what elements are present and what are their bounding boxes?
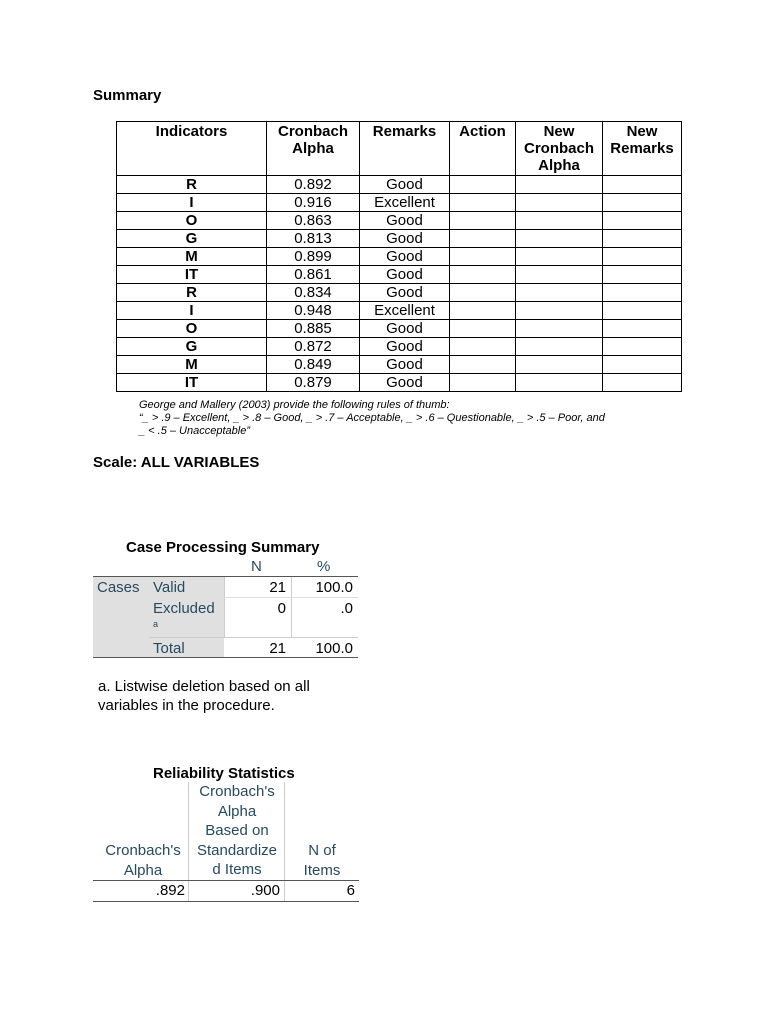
new-remark-cell xyxy=(603,194,682,212)
total-pct: 100.0 xyxy=(315,640,353,657)
summary-table xyxy=(116,121,682,392)
remark-cell: Good xyxy=(360,266,450,284)
new-remark-cell xyxy=(603,230,682,248)
indicator-cell: I xyxy=(117,194,267,212)
new-alpha-cell xyxy=(516,320,603,338)
header-new-cronbach-alpha: New Cronbach Alpha xyxy=(516,122,603,176)
remark-cell: Good xyxy=(360,356,450,374)
total-n: 21 xyxy=(269,640,286,657)
case-processing-title: Case Processing Summary xyxy=(126,539,320,556)
action-cell xyxy=(450,266,516,284)
bottom-rule xyxy=(93,657,358,658)
new-alpha-cell xyxy=(516,374,603,392)
divider-h1 xyxy=(224,597,358,598)
alpha-cell: 0.834 xyxy=(267,284,360,302)
valid-label: Valid xyxy=(153,579,186,596)
action-cell xyxy=(450,284,516,302)
reliability-table xyxy=(93,782,359,902)
new-alpha-cell xyxy=(516,176,603,194)
case-processing-footnote: a. Listwise deletion based on all variables in the procedure. xyxy=(98,678,310,714)
new-remark-cell xyxy=(603,320,682,338)
excluded-n: 0 xyxy=(277,600,286,617)
new-remark-cell xyxy=(603,266,682,284)
table-row xyxy=(117,320,682,338)
n-items-value: 6 xyxy=(346,882,355,899)
indicator-cell: IT xyxy=(117,266,267,284)
table-row xyxy=(117,302,682,320)
cases-label: Cases xyxy=(97,579,140,596)
col-n-header: N xyxy=(251,558,262,575)
valid-pct: 100.0 xyxy=(315,579,353,596)
remark-cell: Good xyxy=(360,320,450,338)
alpha-cell: 0.892 xyxy=(267,176,360,194)
new-alpha-cell xyxy=(516,230,603,248)
new-remark-cell xyxy=(603,284,682,302)
table-row xyxy=(117,338,682,356)
indicator-cell: O xyxy=(117,212,267,230)
rules-of-thumb-note xyxy=(139,399,659,438)
table-row xyxy=(117,266,682,284)
indicator-cell: M xyxy=(117,248,267,266)
indicator-cell: R xyxy=(117,284,267,302)
alpha-cell: 0.948 xyxy=(267,302,360,320)
new-remark-cell xyxy=(603,338,682,356)
indicator-cell: IT xyxy=(117,374,267,392)
alpha-cell: 0.813 xyxy=(267,230,360,248)
action-cell xyxy=(450,248,516,266)
header-new-remarks: New Remarks xyxy=(603,122,682,176)
summary-heading: Summary xyxy=(93,87,162,104)
new-remark-cell xyxy=(603,356,682,374)
indicator-cell: O xyxy=(117,320,267,338)
action-cell xyxy=(450,212,516,230)
bottom-rule xyxy=(93,901,359,902)
header-cronbach-alpha: Cronbach Alpha xyxy=(267,122,360,176)
alpha-cell: 0.861 xyxy=(267,266,360,284)
table-row xyxy=(117,248,682,266)
action-cell xyxy=(450,230,516,248)
total-label: Total xyxy=(153,640,185,657)
note-line-3: _ < .5 – Unacceptable” xyxy=(139,425,250,437)
remark-cell: Good xyxy=(360,212,450,230)
indicator-cell: M xyxy=(117,356,267,374)
new-alpha-cell xyxy=(516,266,603,284)
header-rule xyxy=(93,880,359,881)
new-alpha-cell xyxy=(516,338,603,356)
new-remark-cell xyxy=(603,374,682,392)
remark-cell: Good xyxy=(360,230,450,248)
table-row xyxy=(117,230,682,248)
excluded-pct: .0 xyxy=(340,600,353,617)
note-line-1: George and Mallery (2003) provide the following rules of thumb: xyxy=(139,399,450,411)
action-cell xyxy=(450,356,516,374)
new-remark-cell xyxy=(603,176,682,194)
new-alpha-cell xyxy=(516,356,603,374)
action-cell xyxy=(450,194,516,212)
table-row xyxy=(117,194,682,212)
indicator-cell: G xyxy=(117,230,267,248)
valid-n: 21 xyxy=(269,579,286,596)
table-row xyxy=(117,284,682,302)
col-n-items-header: N of Items xyxy=(303,842,341,879)
divider-v2 xyxy=(291,577,292,637)
divider-h2 xyxy=(149,637,358,638)
col-alpha-std-header: Cronbach's Alpha Based on Standardize d Items xyxy=(196,783,278,879)
action-cell xyxy=(450,338,516,356)
action-cell xyxy=(450,176,516,194)
indicator-cell: I xyxy=(117,302,267,320)
alpha-cell: 0.916 xyxy=(267,194,360,212)
note-line-2: “_ > .9 – Excellent, _ > .8 – Good, _ > .7 – Acceptable, _ > .6 – Questionable, _ > .5 – Poor, and xyxy=(139,412,605,424)
alpha-cell: 0.849 xyxy=(267,356,360,374)
col-pct-header: % xyxy=(317,558,331,575)
table-row xyxy=(117,356,682,374)
indicator-cell: G xyxy=(117,338,267,356)
summary-header-row xyxy=(117,122,682,176)
alpha-cell: 0.899 xyxy=(267,248,360,266)
new-remark-cell xyxy=(603,248,682,266)
new-alpha-cell xyxy=(516,284,603,302)
remark-cell: Excellent xyxy=(360,194,450,212)
remark-cell: Good xyxy=(360,374,450,392)
new-alpha-cell xyxy=(516,194,603,212)
table-row xyxy=(117,212,682,230)
alpha-cell: 0.863 xyxy=(267,212,360,230)
new-remark-cell xyxy=(603,302,682,320)
table-row xyxy=(117,374,682,392)
excluded-label: Excluded xyxy=(153,600,215,617)
header-remarks: Remarks xyxy=(360,122,450,176)
new-alpha-cell xyxy=(516,248,603,266)
alpha-value: .892 xyxy=(155,882,185,899)
col-alpha-header: Cronbach's Alpha xyxy=(105,842,181,879)
indicator-cell: R xyxy=(117,176,267,194)
action-cell xyxy=(450,374,516,392)
divider-v1 xyxy=(224,577,225,637)
table-row xyxy=(117,176,682,194)
new-alpha-cell xyxy=(516,212,603,230)
new-remark-cell xyxy=(603,212,682,230)
case-processing-table xyxy=(93,558,358,658)
alpha-std-value: .900 xyxy=(250,882,280,899)
reliability-title: Reliability Statistics xyxy=(153,765,295,782)
action-cell xyxy=(450,302,516,320)
remark-cell: Good xyxy=(360,284,450,302)
scale-heading: Scale: ALL VARIABLES xyxy=(93,454,260,471)
remark-cell: Good xyxy=(360,248,450,266)
remark-cell: Excellent xyxy=(360,302,450,320)
new-alpha-cell xyxy=(516,302,603,320)
excluded-footnote-marker: a xyxy=(153,619,159,629)
action-cell xyxy=(450,320,516,338)
header-indicators: Indicators xyxy=(117,122,267,176)
alpha-cell: 0.872 xyxy=(267,338,360,356)
header-action: Action xyxy=(450,122,516,176)
alpha-cell: 0.879 xyxy=(267,374,360,392)
remark-cell: Good xyxy=(360,176,450,194)
remark-cell: Good xyxy=(360,338,450,356)
alpha-cell: 0.885 xyxy=(267,320,360,338)
